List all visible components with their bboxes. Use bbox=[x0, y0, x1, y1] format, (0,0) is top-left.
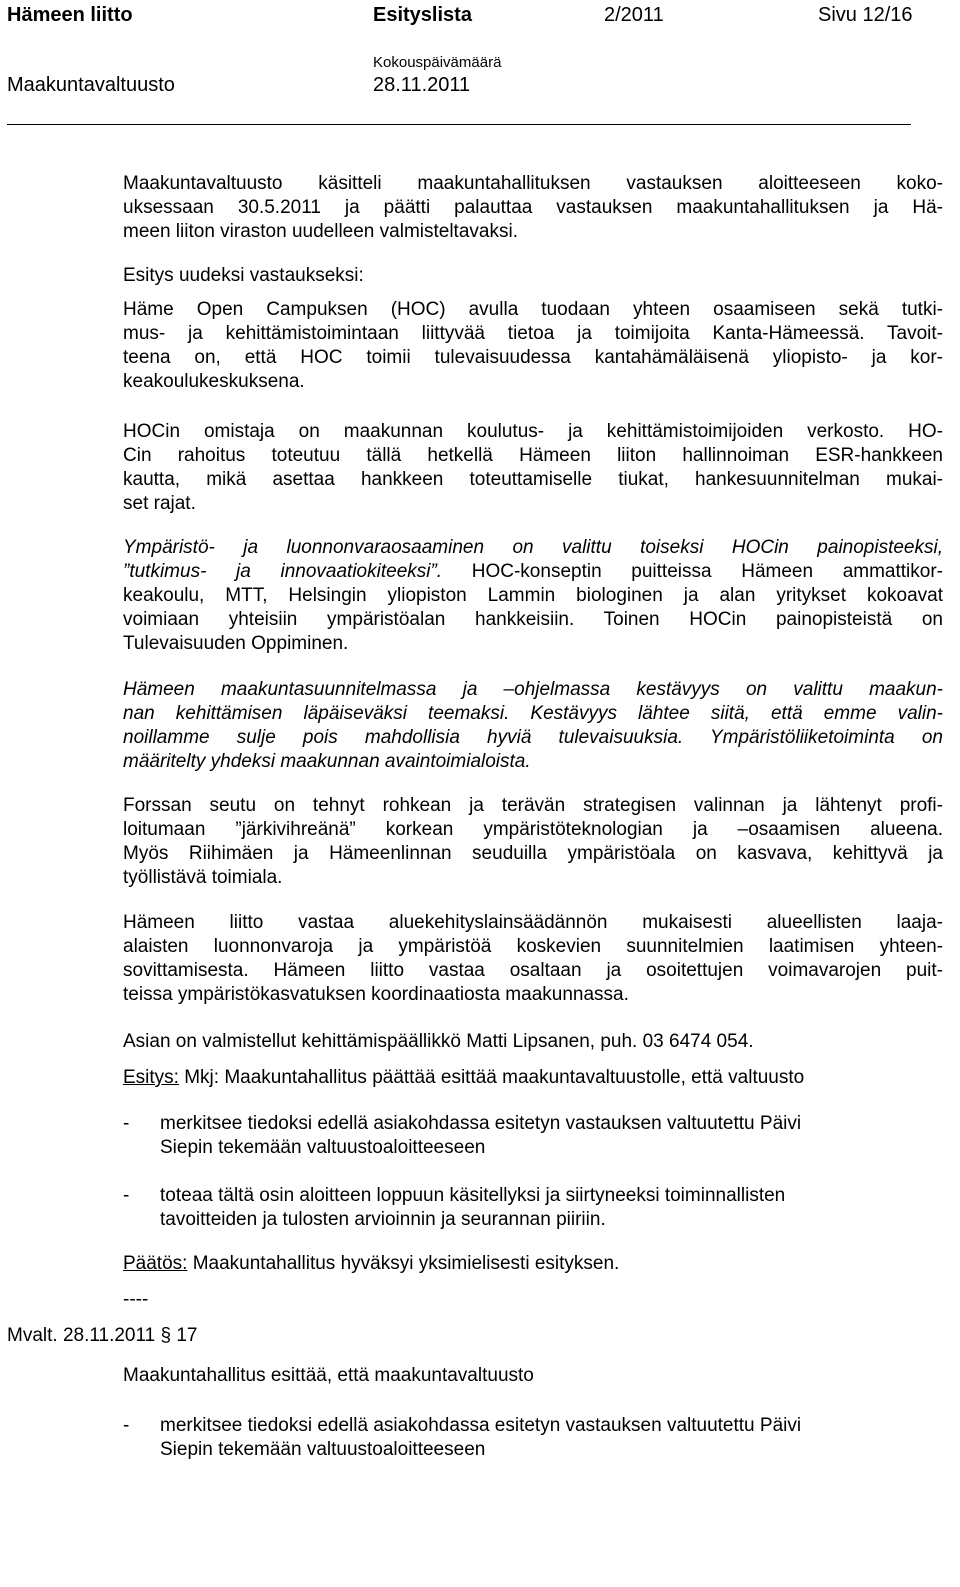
text-line: Ympäristö- ja luonnonvaraosaaminen on valittu toiseksi HOCin painopisteeksi, bbox=[123, 537, 943, 558]
dash-bullet: - bbox=[123, 1415, 130, 1436]
header-rule bbox=[7, 124, 911, 125]
text-line: tavoitteiden ja tulosten arvioinnin ja seurannan piiriin. bbox=[160, 1209, 606, 1230]
regular-text: HOC-konseptin puitteissa Hämeen ammattikor- bbox=[442, 561, 943, 582]
italic-text: ”tutkimus- ja innovaatiokiteeksi”. bbox=[123, 561, 443, 582]
text-line: Tulevaisuuden Oppiminen. bbox=[123, 633, 349, 654]
text-line: Siepin tekemään valtuustoaloitteeseen bbox=[160, 1439, 486, 1460]
paragraph-hameen-liitto bbox=[123, 911, 943, 1007]
separator: ---- bbox=[123, 1289, 149, 1310]
proposal-label: Esitys: bbox=[123, 1067, 179, 1088]
paragraph-hoc-ownership bbox=[123, 420, 943, 516]
text-line: määritelty yhdeksi maakunnan avaintoimialoista. bbox=[123, 751, 531, 772]
text-line: noillamme sulje pois mahdollisia hyviä tulevaisuuksia. Ympäristöliiketoiminta on bbox=[123, 727, 943, 748]
dash-bullet: - bbox=[123, 1185, 130, 1206]
doc-type: Esityslista bbox=[373, 4, 472, 26]
proposal-text: Mkj: Maakuntahallitus päättää esittää maakuntavaltuustolle, että valtuusto bbox=[178, 1067, 805, 1088]
page-number: Sivu 12/16 bbox=[818, 4, 913, 26]
preparer-line: Asian on valmistellut kehittämispäällikkö Matti Lipsanen, puh. 03 6474 054. bbox=[123, 1031, 754, 1052]
council-intro: Maakuntahallitus esittää, että maakuntavaltuusto bbox=[123, 1365, 534, 1386]
text-line: uksessaan 30.5.2011 ja päätti palauttaa vastauksen maakuntahallituksen ja Hä- bbox=[123, 197, 943, 218]
text-line: työllistävä toimiala. bbox=[123, 867, 283, 888]
text-line: toteaa tältä osin aloitteen loppuun käsitellyksi ja siirtyneeksi toiminnallisten bbox=[160, 1185, 786, 1206]
text-line: loitumaan ”järkivihreänä” korkean ympäristöteknologian ja –osaamisen alueena. bbox=[123, 819, 943, 840]
paragraph-forssa bbox=[123, 794, 943, 890]
paragraph-hoc-intro bbox=[123, 298, 943, 394]
text-line: teissa ympäristökasvatuksen koordinaatiosta maakunnassa. bbox=[123, 984, 629, 1005]
decision-label: Päätös: bbox=[123, 1253, 188, 1274]
text-line: voimiaan yhteisiin ympäristöalan hankkeisiin. Toinen HOCin painopisteistä on bbox=[123, 609, 943, 630]
text-line: HOCin omistaja on maakunnan koulutus- ja kehittämistoimijoiden verkosto. HO- bbox=[123, 421, 943, 442]
meeting-date: 28.11.2011 bbox=[373, 74, 471, 96]
text-line: Maakuntavaltuusto käsitteli maakuntahallituksen vastauksen aloitteeseen koko- bbox=[123, 173, 943, 194]
text-line: Myös Riihimäen ja Hämeenlinnan seuduilla ympäristöala on kasvava, kehittyvä ja bbox=[123, 843, 943, 864]
proposal-line bbox=[123, 1066, 943, 1090]
section-reference: Mvalt. 28.11.2011 § 17 bbox=[7, 1325, 198, 1346]
text-line: Häme Open Campuksen (HOC) avulla tuodaan yhteen osaamiseen sekä tutki- bbox=[123, 299, 943, 320]
text-line: Cin rahoitus toteutuu tällä hetkellä Hämeen liiton hallinnoiman ESR-hankkeen bbox=[123, 445, 943, 466]
text-line: Hämeen maakuntasuunnitelmassa ja –ohjelmassa kestävyys on valittu maakun- bbox=[123, 679, 943, 700]
text-line: kautta, mikä asettaa hankkeen toteuttamiselle tiukat, hankesuunnitelman mukai- bbox=[123, 469, 943, 490]
doc-number: 2/2011 bbox=[604, 4, 664, 26]
decision-line bbox=[123, 1252, 943, 1276]
org-name: Hämeen liitto bbox=[7, 4, 133, 26]
dash-bullet: - bbox=[123, 1113, 130, 1134]
text-line: Hämeen liitto vastaa aluekehityslainsäädännön mukaisesti alueellisten laaja- bbox=[123, 912, 943, 933]
new-proposal-heading: Esitys uudeksi vastaukseksi: bbox=[123, 265, 364, 286]
text-line: meen liiton viraston uudelleen valmisteltavaksi. bbox=[123, 221, 518, 242]
text-line: keakoulukeskuksena. bbox=[123, 371, 305, 392]
text-line: merkitsee tiedoksi edellä asiakohdassa esitetyn vastauksen valtuutettu Päivi bbox=[160, 1113, 802, 1134]
paragraph-environment-focus bbox=[123, 536, 943, 656]
text-line: teena on, että HOC toimii tulevaisuudessa kantahämäläisenä yliopisto- ja kor- bbox=[123, 347, 943, 368]
text-line: merkitsee tiedoksi edellä asiakohdassa esitetyn vastauksen valtuutettu Päivi bbox=[160, 1415, 802, 1436]
text-line: keakoulu, MTT, Helsingin yliopiston Lammin biologinen ja alan yritykset kokoavat bbox=[123, 585, 943, 606]
body-name: Maakuntavaltuusto bbox=[7, 74, 175, 96]
text-line: sovittamisesta. Hämeen liitto vastaa osaltaan ja osoitettujen voimavarojen puit- bbox=[123, 960, 943, 981]
text-line: Siepin tekemään valtuustoaloitteeseen bbox=[160, 1137, 486, 1158]
intro-paragraph bbox=[123, 172, 943, 244]
paragraph-sustainability bbox=[123, 678, 943, 774]
text-line bbox=[123, 560, 943, 584]
text-line: nan kehittämisen läpäiseväksi teemaksi. Kestävyys lähtee siitä, että emme valin- bbox=[123, 703, 943, 724]
text-line: alaisten luonnonvaroja ja ympäristöä koskevien suunnitelmien laatimisen yhteen- bbox=[123, 936, 943, 957]
decision-text: Maakuntahallitus hyväksyi yksimielisesti esityksen. bbox=[187, 1253, 620, 1274]
date-label: Kokouspäivämäärä bbox=[373, 54, 502, 71]
text-line: set rajat. bbox=[123, 493, 196, 514]
text-line: Forssan seutu on tehnyt rohkean ja terävän strategisen valinnan ja lähtenyt profi- bbox=[123, 795, 943, 816]
text-line: mus- ja kehittämistoimintaan liittyvää tietoa ja toimijoita Kanta-Hämeessä. Tavoit- bbox=[123, 323, 943, 344]
